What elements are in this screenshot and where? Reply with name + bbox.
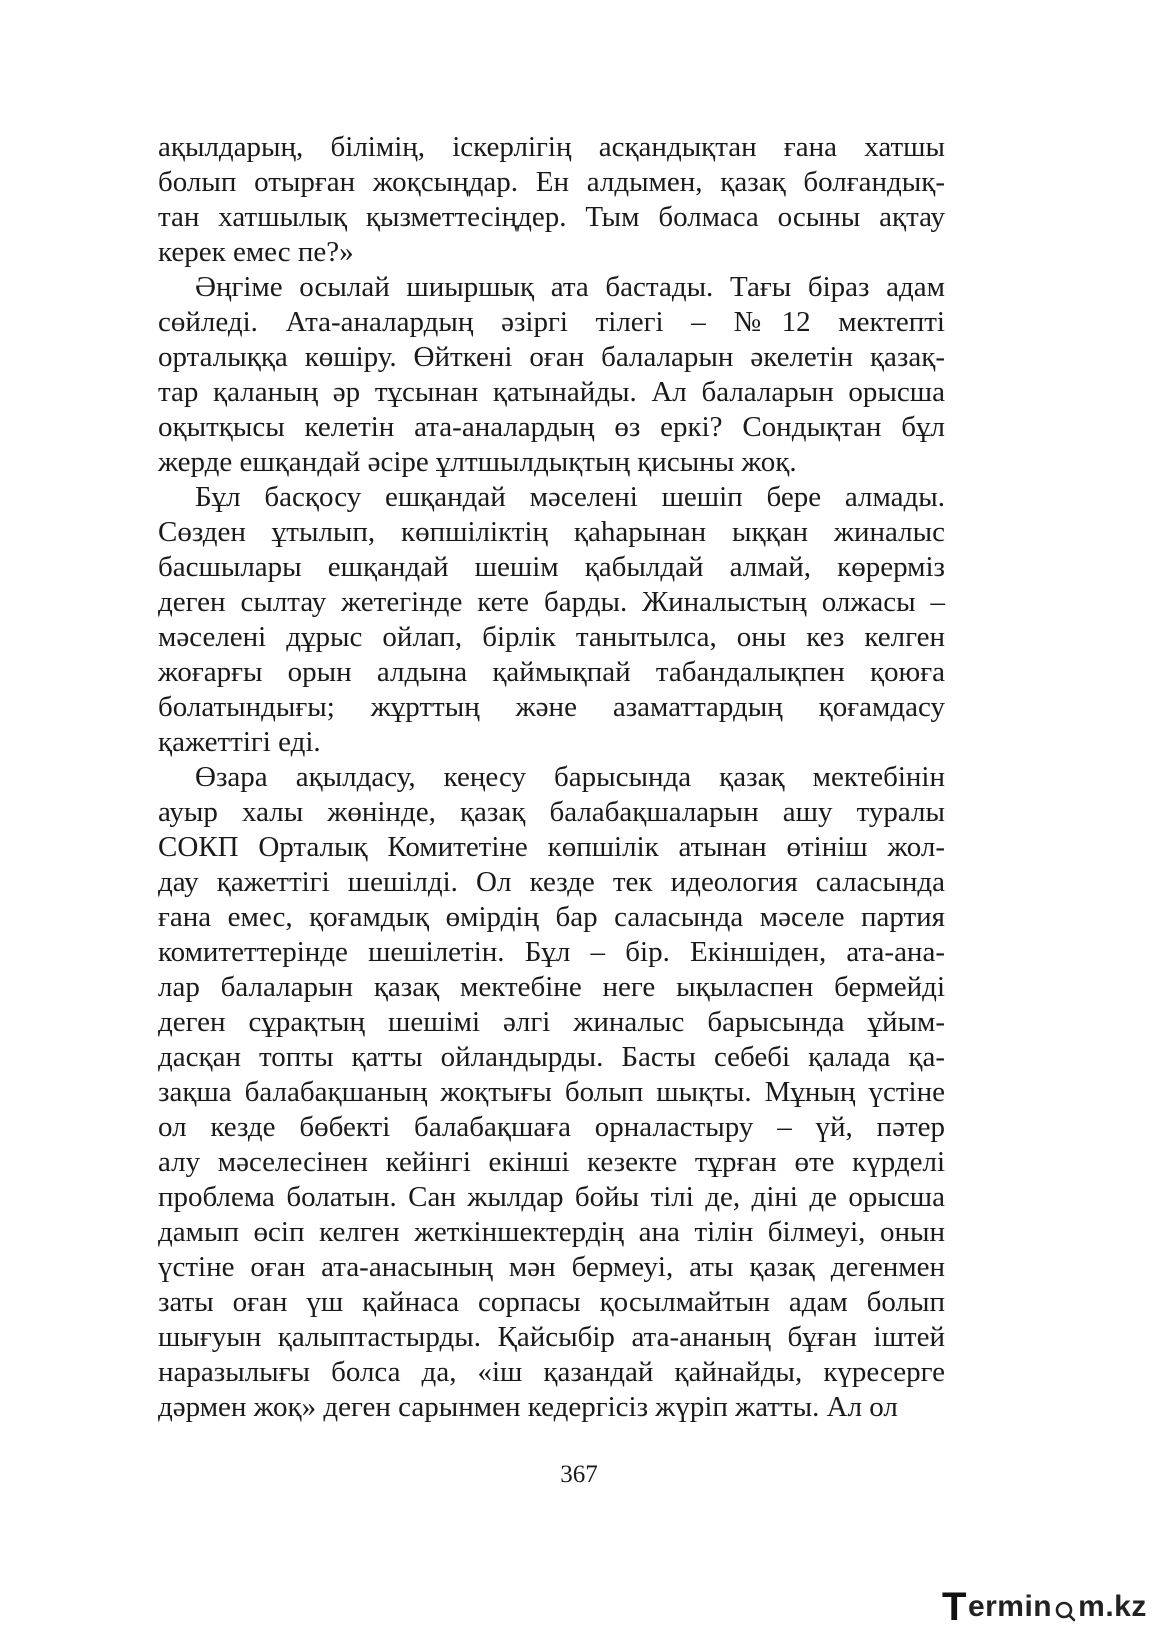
text-line: Бұл басқосу ешқандай мәселені шешіп бере алмады. (195, 481, 945, 513)
text-line: болып отырған жоқсыңдар. Ен алдымен, қазақ болғандық- (158, 166, 945, 198)
paragraph (158, 480, 945, 760)
text-line: деген сұрақтың шешімі әлгі жиналыс барысында ұйым- (158, 1006, 945, 1038)
text-line: тан хатшылық қызметтесіңдер. Тым болмаса осыны ақтау (158, 201, 945, 233)
text-line: орталыққа көшіру. Өйткені оған балаларын әкелетін қазақ- (158, 341, 945, 373)
site-watermark[interactable] (942, 1586, 1147, 1628)
text-line: дамып өсіп келген жеткіншектердің ана тілін білмеуі, онын (158, 1216, 945, 1248)
text-line: дәрмен жоқ» деген сарынмен кедергісіз жүріп жатты. Ал ол (158, 1391, 898, 1423)
text-line: ол кезде бөбекті балабақшаға орналастыру – үй, пәтер (158, 1111, 945, 1143)
text-line: қажеттігі еді. (158, 726, 321, 758)
paragraph (158, 270, 945, 480)
text-line: Әңгіме осылай шиыршық ата бастады. Тағы біраз адам (195, 271, 945, 303)
magnifier-icon (1054, 1596, 1076, 1618)
text-line: сөйледі. Ата-аналардың әзіргі тілегі – №12 мектепті (158, 306, 945, 338)
text-line: наразылығы болса да, «іш қазандай қайнайды, күресерге (158, 1356, 945, 1388)
text-line: дасқан топты қатты ойландырды. Басты себебі қалада қа- (158, 1041, 945, 1073)
text-line: алу мәселесінен кейінгі екінші кезекте тұрған өте күрделі (158, 1146, 945, 1178)
text-line: лар балаларын қазақ мектебіне неге ықыласпен бермейді (158, 971, 945, 1003)
text-line: СОКП Орталық Комитетіне көпшілік атынан өтініш жол- (158, 831, 945, 863)
text-line: шығуын қалыптастырды. Қайсыбір ата-ананың бұған іштей (158, 1321, 945, 1353)
watermark-initial: T (942, 1584, 967, 1629)
text-line: Өзара ақылдасу, кеңесу барысында қазақ мектебінін (195, 761, 945, 793)
text-line: дау қажеттігі шешілді. Ол кезде тек идеология саласында (158, 866, 945, 898)
text-line: ақылдарың, білімің, іскерлігің асқандықтан ғана хатшы (158, 131, 945, 163)
text-line: деген сылтау жетегінде кете барды. Жиналыстың олжасы – (158, 586, 945, 618)
text-line: болатындығы; жұрттың және азаматтардың қоғамдасу (158, 691, 945, 723)
text-line: ғана емес, қоғамдық өмірдің бар саласында мәселе партия (158, 901, 945, 933)
watermark-text-end: m.kz (1078, 1590, 1147, 1623)
paragraph (158, 760, 945, 1425)
text-line: Сөзден ұтылып, көпшіліктің қаһарынан ыққан жиналыс (158, 516, 945, 548)
text-line: оқытқысы келетін ата-аналардың өз еркі? Сондықтан бұл (158, 411, 945, 443)
paragraph (158, 130, 945, 270)
page-body (158, 130, 945, 1425)
text-line: заты оған үш қайнаса сорпасы қосылмайтын адам болып (158, 1286, 945, 1318)
text-line: мәселені дұрыс ойлап, бірлік танытылса, оны кез келген (158, 621, 945, 653)
page-number: 367 (560, 1461, 598, 1488)
text-line: зақша балабақшаның жоқтығы болып шықты. Мұның үстіне (158, 1076, 945, 1108)
text-line: керек емес пе?» (158, 236, 354, 268)
text-line: тар қаланың әр тұсынан қатынайды. Ал балаларын орысша (158, 376, 945, 408)
text-line: проблема болатын. Сан жылдар бойы тілі де, діні де орысша (158, 1181, 945, 1213)
text-line: жоғарғы орын алдына қаймықпай табандалықпен қоюға (158, 656, 945, 688)
watermark-text-start: ermin (967, 1590, 1053, 1623)
text-line: ауыр халы жөнінде, қазақ балабақшаларын ашу туралы (158, 796, 945, 828)
text-line: үстіне оған ата-анасының мән бермеуі, аты қазақ дегенмен (158, 1251, 945, 1283)
text-line: комитеттерінде шешілетін. Бұл – бір. Екіншіден, ата-ана- (158, 936, 945, 968)
text-line: жерде ешқандай әсіре ұлтшылдықтың қисыны жоқ. (158, 446, 797, 478)
text-line: басшылары ешқандай шешім қабылдай алмай, көрерміз (158, 551, 945, 583)
